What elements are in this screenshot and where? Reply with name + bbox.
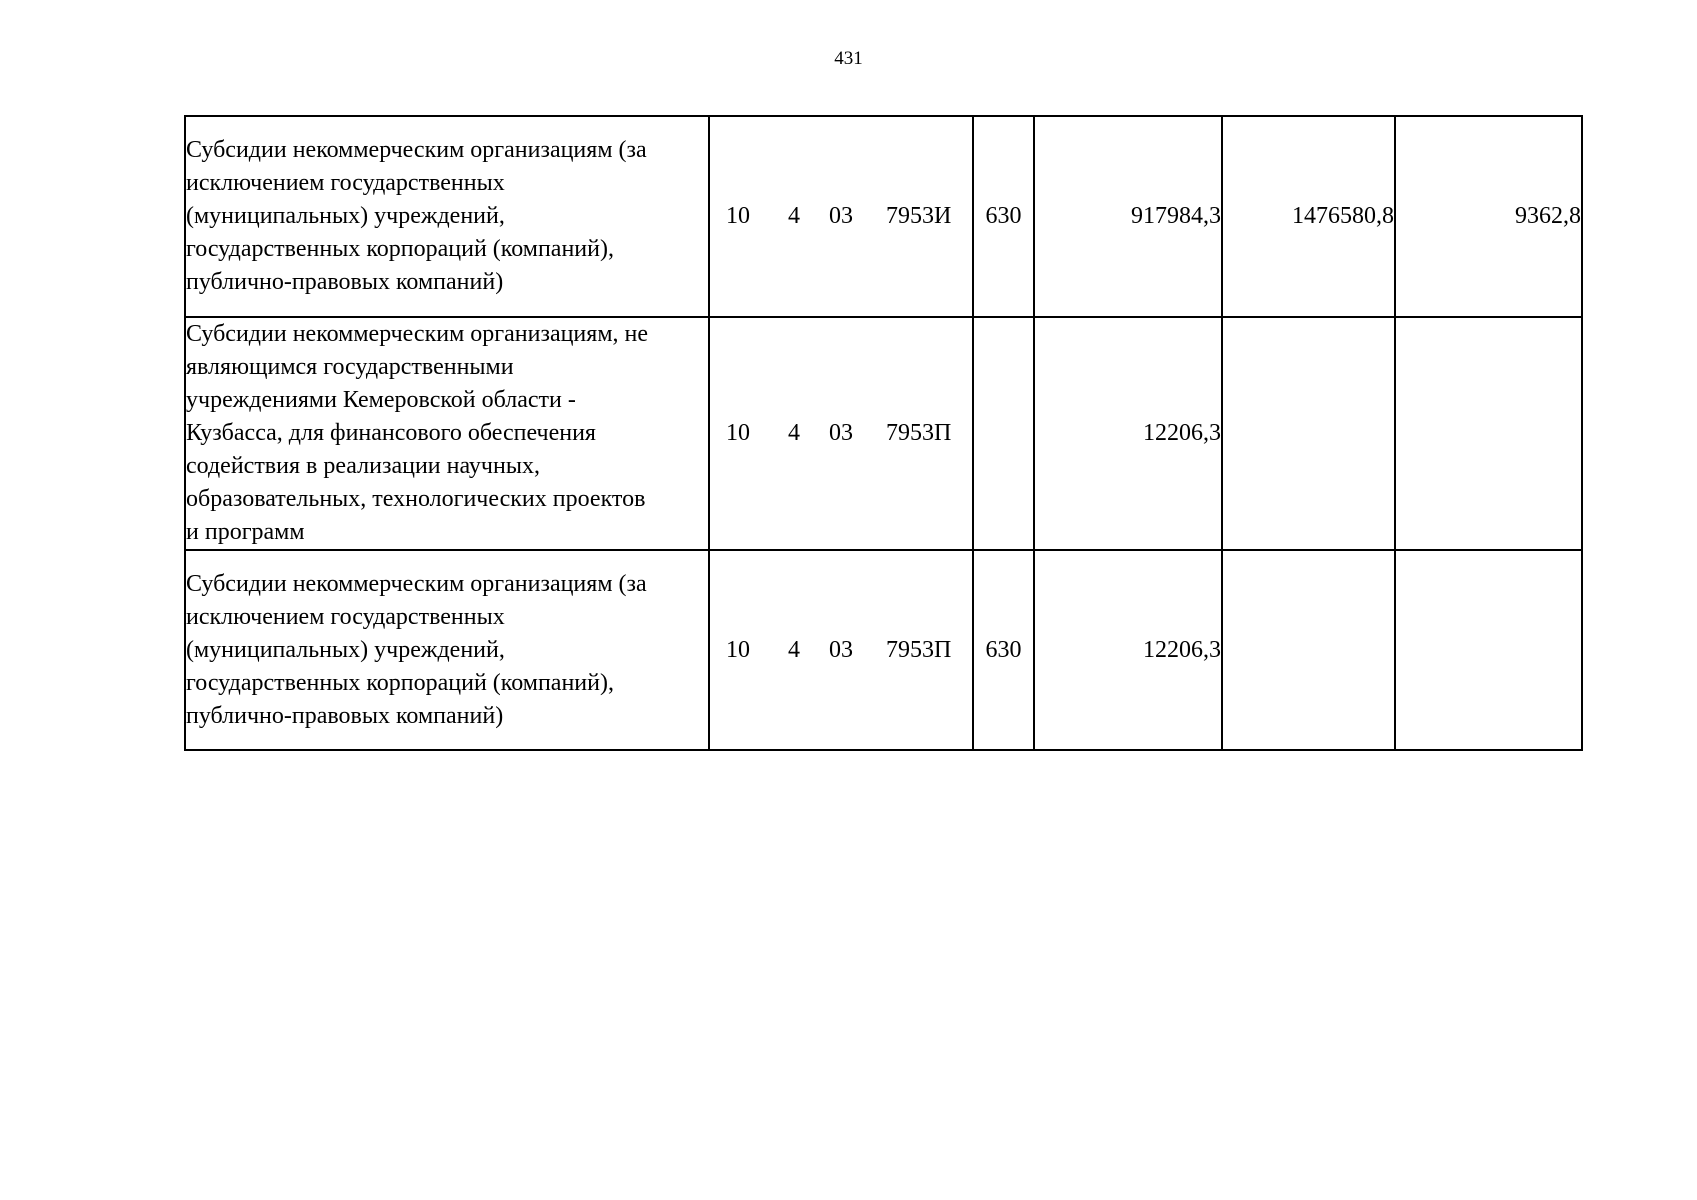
expense-name-line: Субсидии некоммерческим организациям (за [186,137,647,163]
expense-name-line: публично-правовых компаний) [186,269,504,295]
expense-name-line: государственных корпораций (компаний), [186,669,614,696]
page-number: 431 [834,48,863,69]
expense-name-line: Субсидии некоммерческим организациям (за [186,570,647,597]
expense-name-line: исключением государственных [186,170,505,196]
table-row [185,116,1582,317]
direction-code: 7953И [886,203,952,229]
program-code: 4 [788,636,800,663]
expense-type-cell: 630 [973,550,1034,750]
sum-1-cell: 917984,3 [1034,116,1222,317]
expense-name-line: являющимся государственными [186,354,514,380]
classification-codes-cell [709,550,973,750]
expense-name-cell [185,550,709,750]
expense-name-line: и программ [186,519,305,545]
sum-3-cell [1395,317,1582,550]
budget-table [184,115,1583,751]
expense-name-line: государственных корпораций (компаний), [186,236,614,262]
table-row [185,317,1582,550]
expense-type-cell [973,317,1034,550]
expense-name-line: (муниципальных) учреждений, [186,203,505,229]
sum-3-cell [1395,550,1582,750]
sum-2-cell: 1476580,8 [1222,116,1395,317]
sum-1-cell: 12206,3 [1034,550,1222,750]
expense-name-line: учреждениями Кемеровской области - [186,387,576,413]
expense-name-line: публично-правовых компаний) [186,702,504,729]
section-code: 10 [726,420,750,446]
subprogram-code: 03 [829,636,853,663]
expense-name-line: Субсидии некоммерческим организациям, не [186,321,648,347]
sum-3-cell: 9362,8 [1395,116,1582,317]
expense-type-cell: 630 [973,116,1034,317]
section-code: 10 [726,203,750,229]
classification-codes-cell [709,317,973,550]
expense-name-cell [185,116,709,317]
section-code: 10 [726,636,750,663]
expense-name-line: (муниципальных) учреждений, [186,636,505,663]
expense-name-line: содействия в реализации научных, [186,453,540,479]
sum-1-cell: 12206,3 [1034,317,1222,550]
program-code: 4 [788,203,800,229]
classification-codes-cell [709,116,973,317]
table-row [185,550,1582,750]
sum-2-cell [1222,550,1395,750]
program-code: 4 [788,420,800,446]
expense-name-line: исключением государственных [186,603,505,630]
expense-name-line: образовательных, технологических проектов [186,486,646,512]
subprogram-code: 03 [829,203,853,229]
direction-code: 7953П [886,636,952,663]
sum-2-cell [1222,317,1395,550]
subprogram-code: 03 [829,420,853,446]
expense-name-cell [185,317,709,550]
expense-name-line: Кузбасса, для финансового обеспечения [186,420,596,446]
direction-code: 7953П [886,420,952,446]
